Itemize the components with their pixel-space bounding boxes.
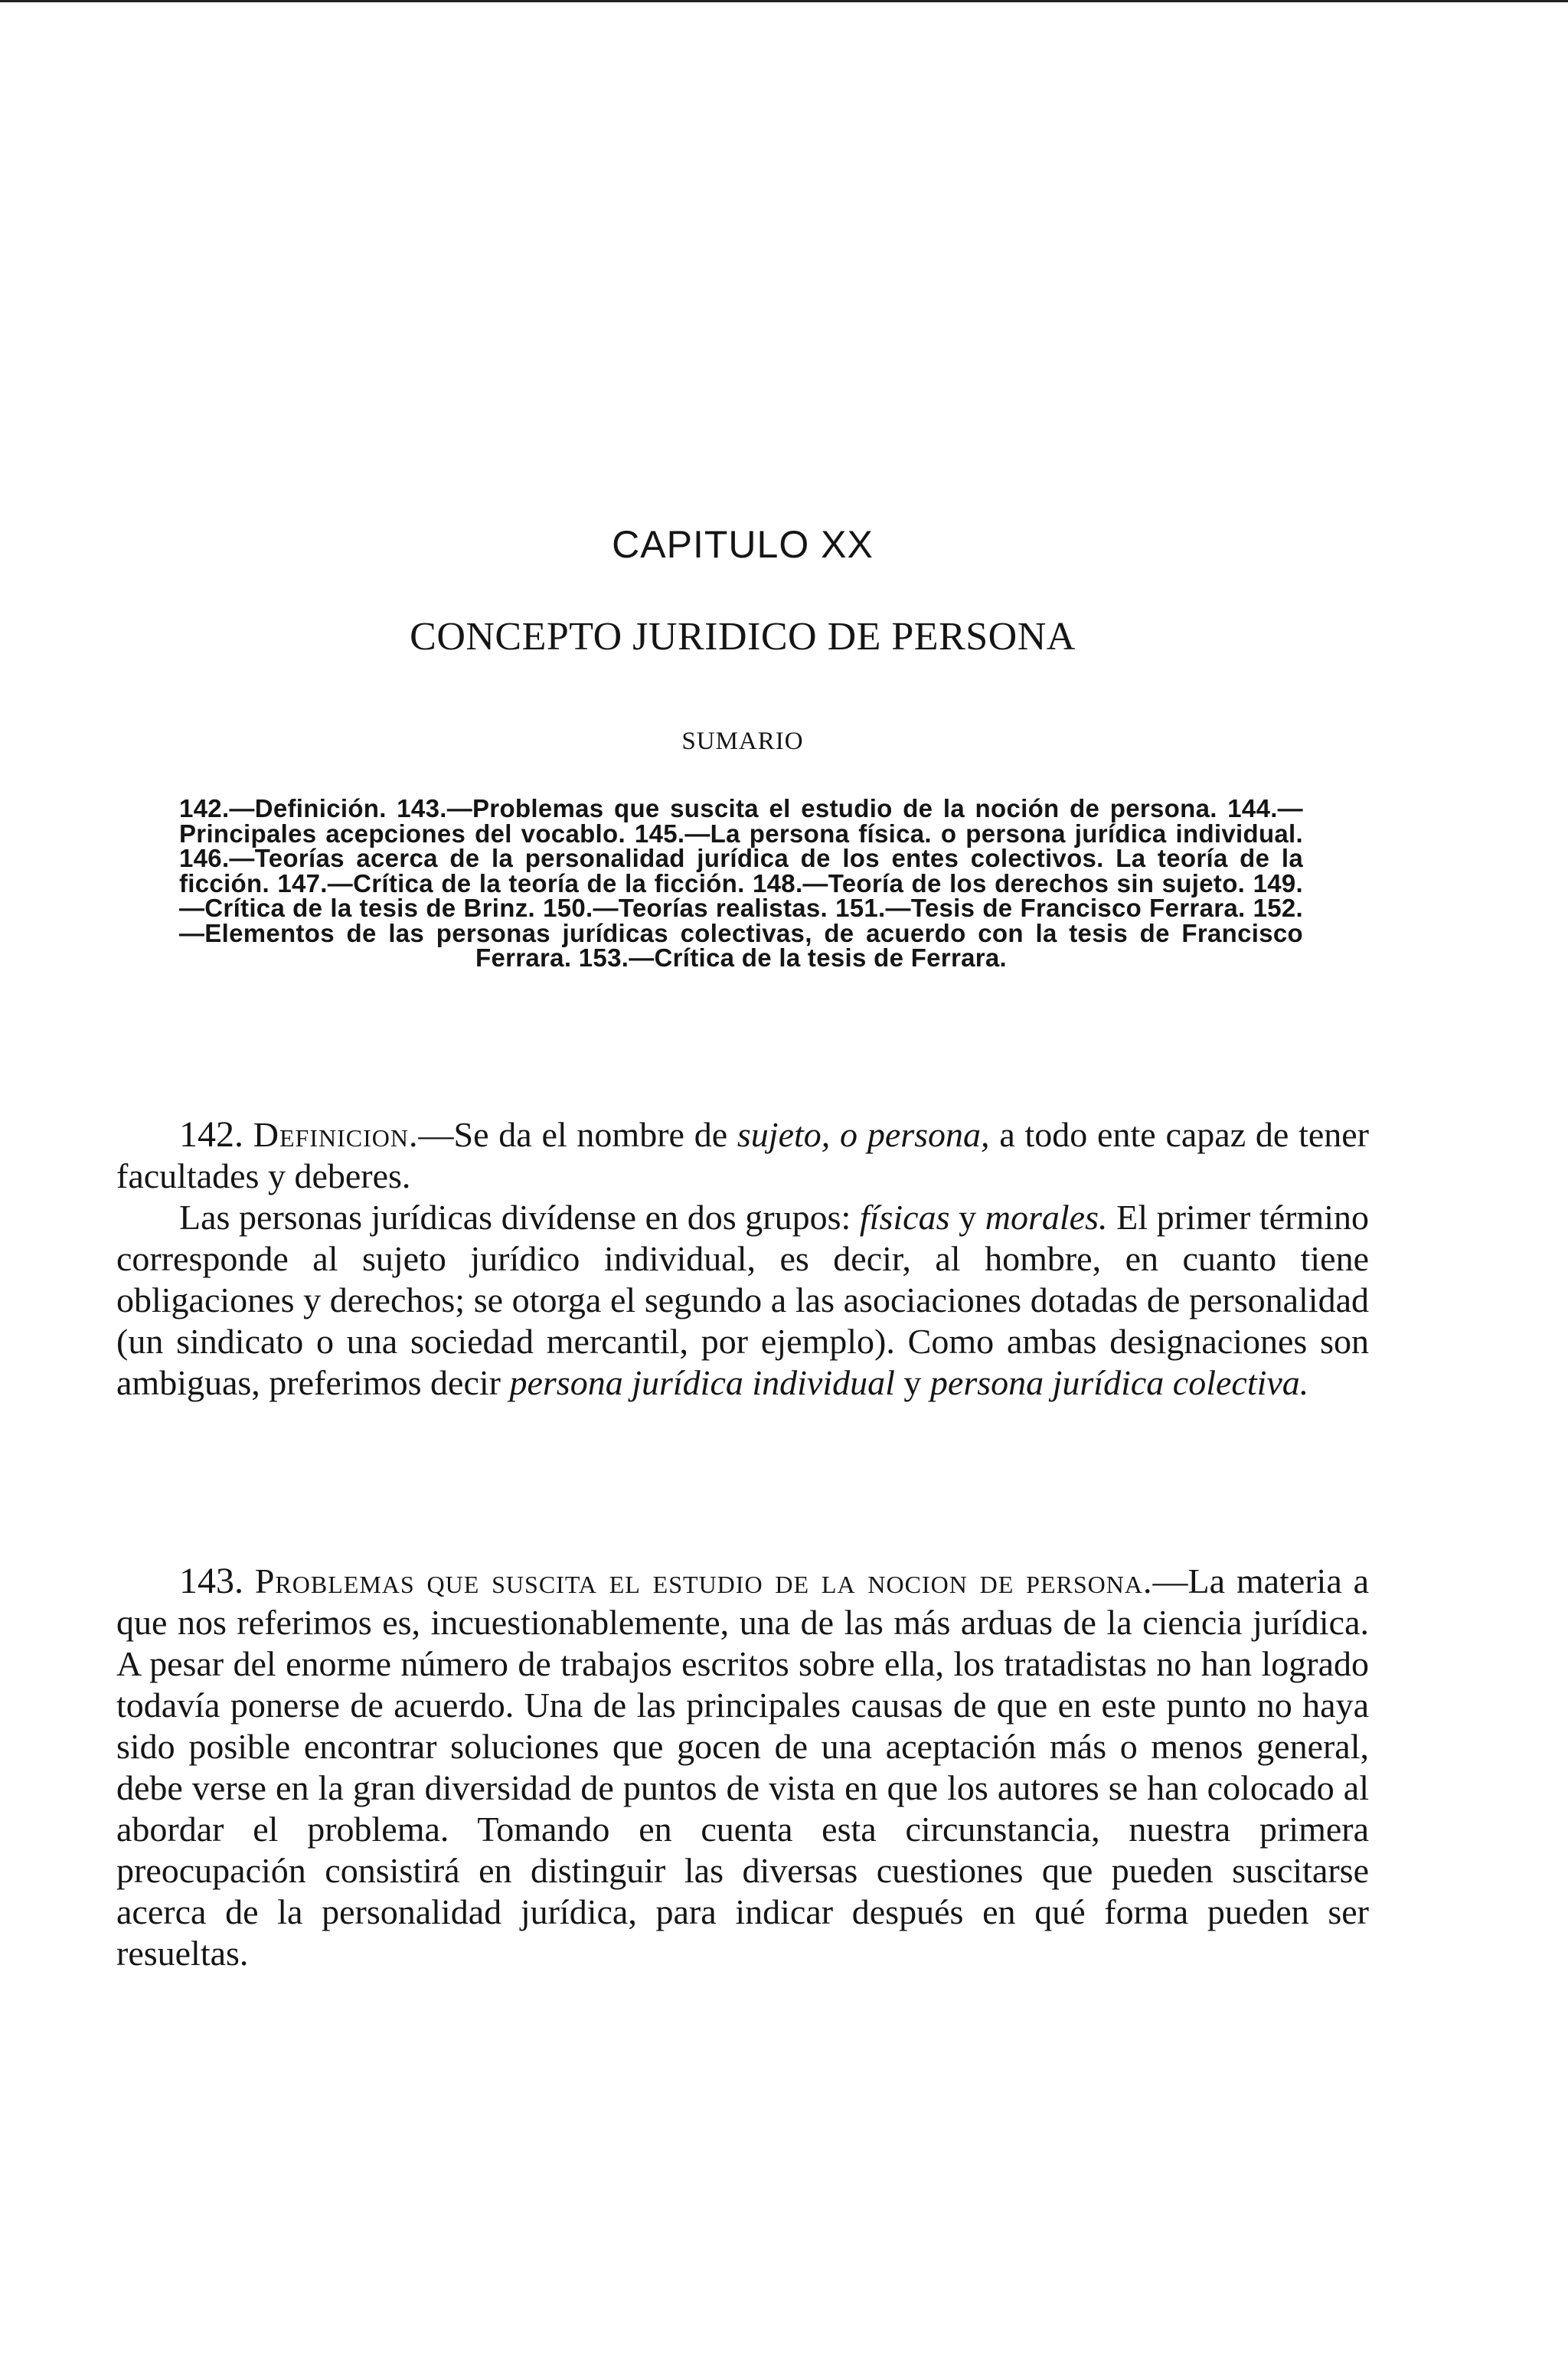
paragraph-text: —La materia a que nos referimos es, incuestionablemente, una de las más arduas de la ciencia jurídica. A pesar del enorme número de trabajos escritos sobre ella, los tratadistas no han logrado todavía ponerse de acuerdo. Una de las principales causas de que en este punto no haya sido posible encontrar soluciones que gocen de una aceptación más o menos general, debe verse en la gran diversidad de puntos de vista en que los autores se han colocado al abordar el problema. Tomando en cuenta esta circunstancia, nuestra primera preocupación consistirá en distinguir las diversas cuestiones que pueden suscitarse acerca de la personalidad jurídica, para indicar después en qué forma pueden ser resueltas. (116, 1561, 1370, 1973)
emphasis-text: físicas (859, 1198, 950, 1237)
section-142 (116, 1114, 1369, 1404)
section-heading: Definicion. (253, 1115, 419, 1154)
section-142-paragraph-2 (116, 1197, 1369, 1404)
section-heading: Problemas que suscita el estudio de la nocion de persona. (254, 1561, 1153, 1601)
paragraph-text: y (949, 1198, 985, 1237)
section-number: 143. (179, 1561, 243, 1601)
paragraph-text: y (894, 1363, 930, 1402)
chapter-number: CAPITULO XX (612, 523, 874, 566)
section-143 (116, 1561, 1369, 1974)
paragraph-text: —Se da el nombre de (418, 1115, 737, 1154)
emphasis-text: persona jurídica individual (509, 1363, 895, 1402)
sumario-heading: SUMARIO (681, 728, 804, 755)
emphasis-text: sujeto, o persona, (737, 1115, 990, 1154)
section-142-paragraph-1 (116, 1114, 1369, 1197)
top-border-line (0, 0, 1568, 2)
emphasis-text: persona jurídica colectiva. (929, 1363, 1309, 1402)
paragraph-text: Las personas jurídicas divídense en dos grupos: (179, 1198, 860, 1237)
paragraph-text: El primer término corresponde al sujeto jurídico individual, es decir, al hombre, en cuanto tiene obligaciones y derechos; se otorga el segundo a las asociaciones dotadas de personalidad (un sindicato o una sociedad mercantil, por ejemplo). Como ambas designaciones son ambiguas, preferimos decir (116, 1198, 1370, 1402)
sumario-text: 142.—Definición. 143.—Problemas que suscita el estudio de la noción de persona. 144.—Principales acepciones del vocablo. 145.—La persona física. o persona jurídica individual. 146.—Teorías acerca de la personalidad jurídica de los entes colectivos. La teoría de la ficción. 147.—Crítica de la teoría de la ficción. 148.—Teoría de los derechos sin sujeto. 149.—Crítica de la tesis de Brinz. 150.—Teorías realistas. 151.—Tesis de Francisco Ferrara. 152.—Elementos de las personas jurídicas colectivas, de acuerdo con la tesis de Francisco Ferrara. 153.—Crítica de la tesis de Ferrara. (179, 794, 1303, 972)
chapter-title: CONCEPTO JURIDICO DE PERSONA (410, 615, 1076, 659)
emphasis-text: morales. (985, 1198, 1108, 1237)
paragraph-text: a todo ente capaz de tener facultades y deberes. (116, 1115, 1369, 1195)
section-number: 142. (179, 1114, 243, 1155)
section-143-paragraph (116, 1561, 1369, 1974)
